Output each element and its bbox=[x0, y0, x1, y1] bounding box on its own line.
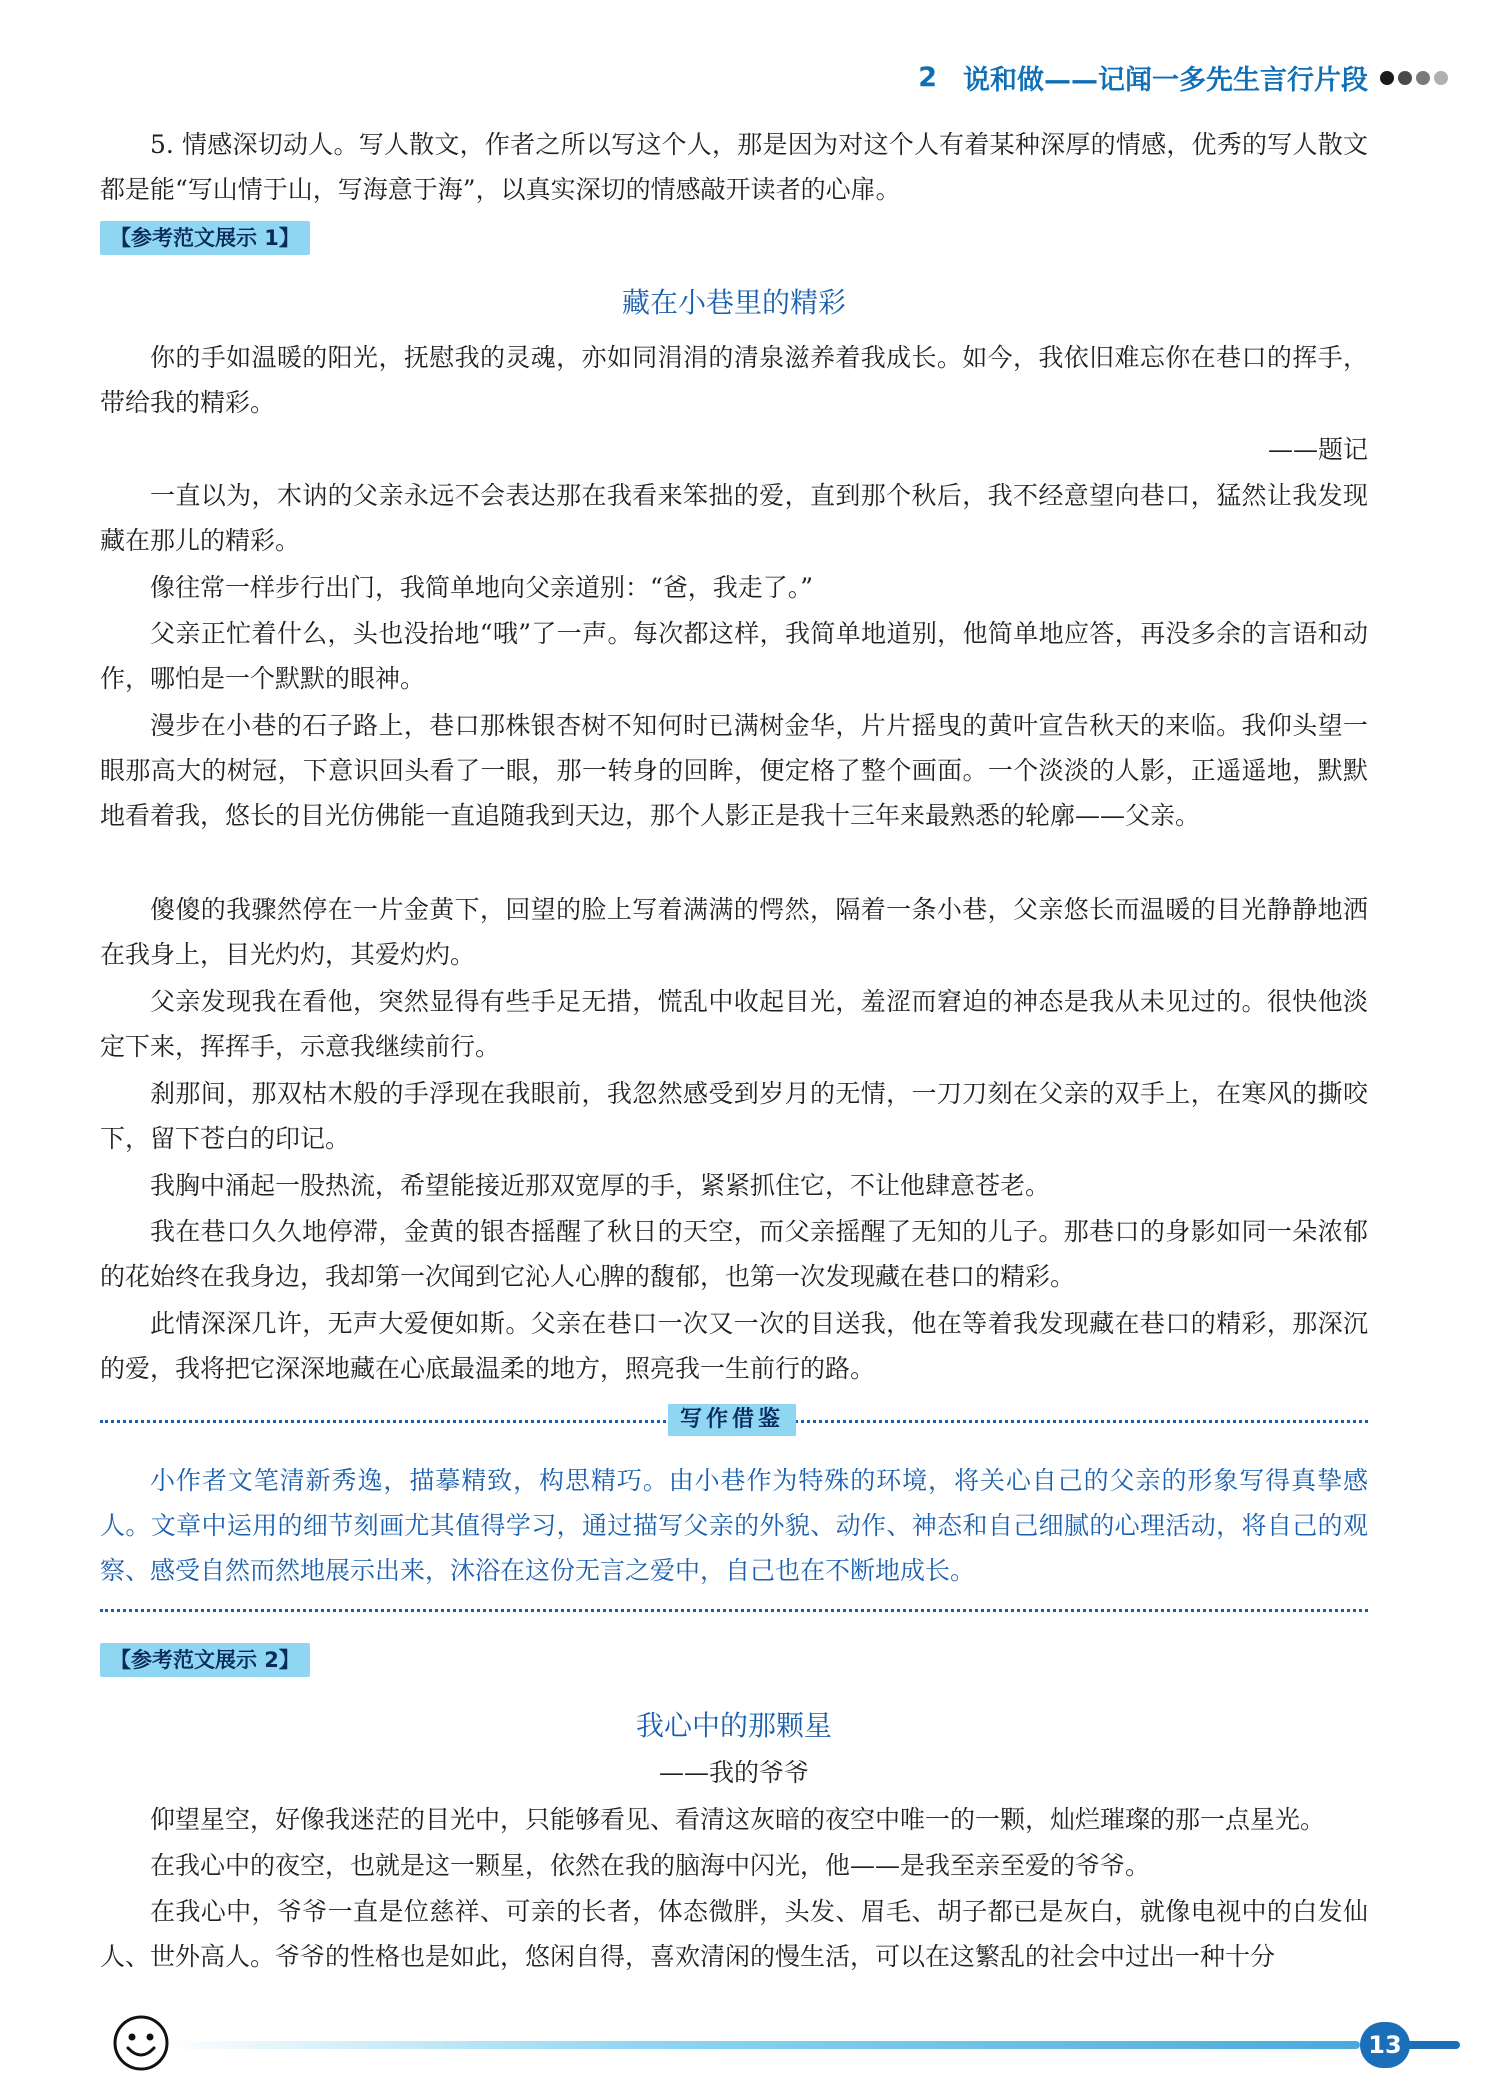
example1-paragraph: 此情深深几许，无声大爱便如斯。父亲在巷口一次又一次的目送我，他在等着我发现藏在巷口的精彩，那深沉的爱，我将把它深深地藏在心底最温柔的地方，照亮我一生前行的路。 bbox=[100, 1309, 1368, 1383]
section-divider bbox=[100, 1609, 1368, 1612]
example1-title: 藏在小巷里的精彩 bbox=[621, 286, 846, 319]
page-number-tail bbox=[1405, 2041, 1460, 2049]
dot-icon bbox=[1380, 71, 1394, 85]
example1-epigraph-note: ——题记 bbox=[1267, 435, 1368, 464]
example2-tag: 【参考范文展示 2】 bbox=[100, 1643, 310, 1677]
example1-paragraph: 刹那间，那双枯木般的手浮现在我眼前，我忽然感受到岁月的无情，一刀刀刻在父亲的双手上，在寒风的撕咬下，留下苍白的印记。 bbox=[100, 1079, 1368, 1153]
example1-paragraph: 父亲发现我在看他，突然显得有些手足无措，慌乱中收起目光，羞涩而窘迫的神态是我从未见过的。很快他淡定下来，挥挥手，示意我继续前行。 bbox=[100, 987, 1368, 1061]
example1-paragraph: 像往常一样步行出门，我简单地向父亲道别：“爸，我走了。” bbox=[150, 573, 814, 602]
header-dots-decoration bbox=[1376, 71, 1448, 85]
example2-paragraph: 在我心中的夜空，也就是这一颗星，依然在我的脑海中闪光，他——是我至亲至爱的爷爷。 bbox=[150, 1851, 1151, 1880]
page-number: 13 bbox=[1360, 2022, 1410, 2068]
dot-icon bbox=[1416, 71, 1430, 85]
example2-title: 我心中的那颗星 bbox=[635, 1709, 832, 1742]
example2-subtitle: ——我的爷爷 bbox=[658, 1758, 809, 1787]
example2-paragraph: 在我心中，爷爷一直是位慈祥、可亲的长者，体态微胖，头发、眉毛、胡子都已是灰白，就像电视中的白发仙人、世外高人。爷爷的性格也是如此，悠闲自得，喜欢清闲的慢生活，可以在这繁乱的社会中过出一种十分 bbox=[100, 1897, 1368, 1971]
writing-lesson-text: 小作者文笔清新秀逸，描摹精致，构思精巧。由小巷作为特殊的环境，将关心自己的父亲的形象写得真挚感人。文章中运用的细节刻画尤其值得学习，通过描写父亲的外貌、动作、神态和自己细腻的心理活动，将自己的观察、感受自然而然地展示出来，沐浴在这份无言之爱中，自己也在不断地成长。 bbox=[100, 1466, 1368, 1585]
example1-paragraph: 我在巷口久久地停滞，金黄的银杏摇醒了秋日的天空，而父亲摇醒了无知的儿子。那巷口的身影如同一朵浓郁的花始终在我身边，我却第一次闻到它沁人心脾的馥郁，也第一次发现藏在巷口的精彩。 bbox=[100, 1217, 1368, 1291]
dot-icon bbox=[1434, 71, 1448, 85]
footer-bar bbox=[160, 2041, 1360, 2049]
example1-paragraph: 傻傻的我骤然停在一片金黄下，回望的脸上写着满满的愕然，隔着一条小巷，父亲悠长而温暖的目光静静地洒在我身上，目光灼灼，其爱灼灼。 bbox=[100, 895, 1368, 969]
writing-lesson-label: 写作借鉴 bbox=[668, 1404, 796, 1436]
running-head bbox=[918, 58, 1448, 97]
example1-tag: 【参考范文展示 1】 bbox=[100, 221, 310, 255]
dot-icon bbox=[1398, 71, 1412, 85]
example1-paragraph: 父亲正忙着什么，头也没抬地“哦”了一声。每次都这样，我简单地道别，他简单地应答，再没多余的言语和动作，哪怕是一个默默的眼神。 bbox=[100, 619, 1368, 693]
chapter-title: 说和做——记闻一多先生言行片段 bbox=[963, 65, 1368, 96]
example1-paragraph: 我胸中涌起一股热流，希望能接近那双宽厚的手，紧紧抓住它，不让他肆意苍老。 bbox=[150, 1171, 1051, 1200]
chapter-number: 2 bbox=[918, 62, 937, 93]
example1-epigraph: 你的手如温暖的阳光，抚慰我的灵魂，亦如同涓涓的清泉滋养着我成长。如今，我依旧难忘你在巷口的挥手，带给我的精彩。 bbox=[100, 343, 1368, 417]
example1-paragraph: 一直以为，木讷的父亲永远不会表达那在我看来笨拙的爱，直到那个秋后，我不经意望向巷口，猛然让我发现藏在那儿的精彩。 bbox=[100, 481, 1368, 555]
example1-paragraph: 漫步在小巷的石子路上，巷口那株银杏树不知何时已满树金华，片片摇曳的黄叶宣告秋天的来临。我仰头望一眼那高大的树冠，下意识回头看了一眼，那一转身的回眸，便定格了整个画面。一个淡淡的人影，正遥遥地，默默地看着我，悠长的目光仿佛能一直追随我到天边，那个人影正是我十三年来最熟悉的轮廓——父亲。 bbox=[100, 711, 1368, 830]
example2-paragraph: 仰望星空，好像我迷茫的目光中，只能够看见、看清这灰暗的夜空中唯一的一颗，灿烂璀璨的那一点星光。 bbox=[150, 1805, 1326, 1834]
intro-point-5: 5. 情感深切动人。写人散文，作者之所以写这个人，那是因为对这个人有着某种深厚的情感，优秀的写人散文都是能“写山情于山，写海意于海”，以真实深切的情感敲开读者的心扉。 bbox=[100, 130, 1368, 204]
